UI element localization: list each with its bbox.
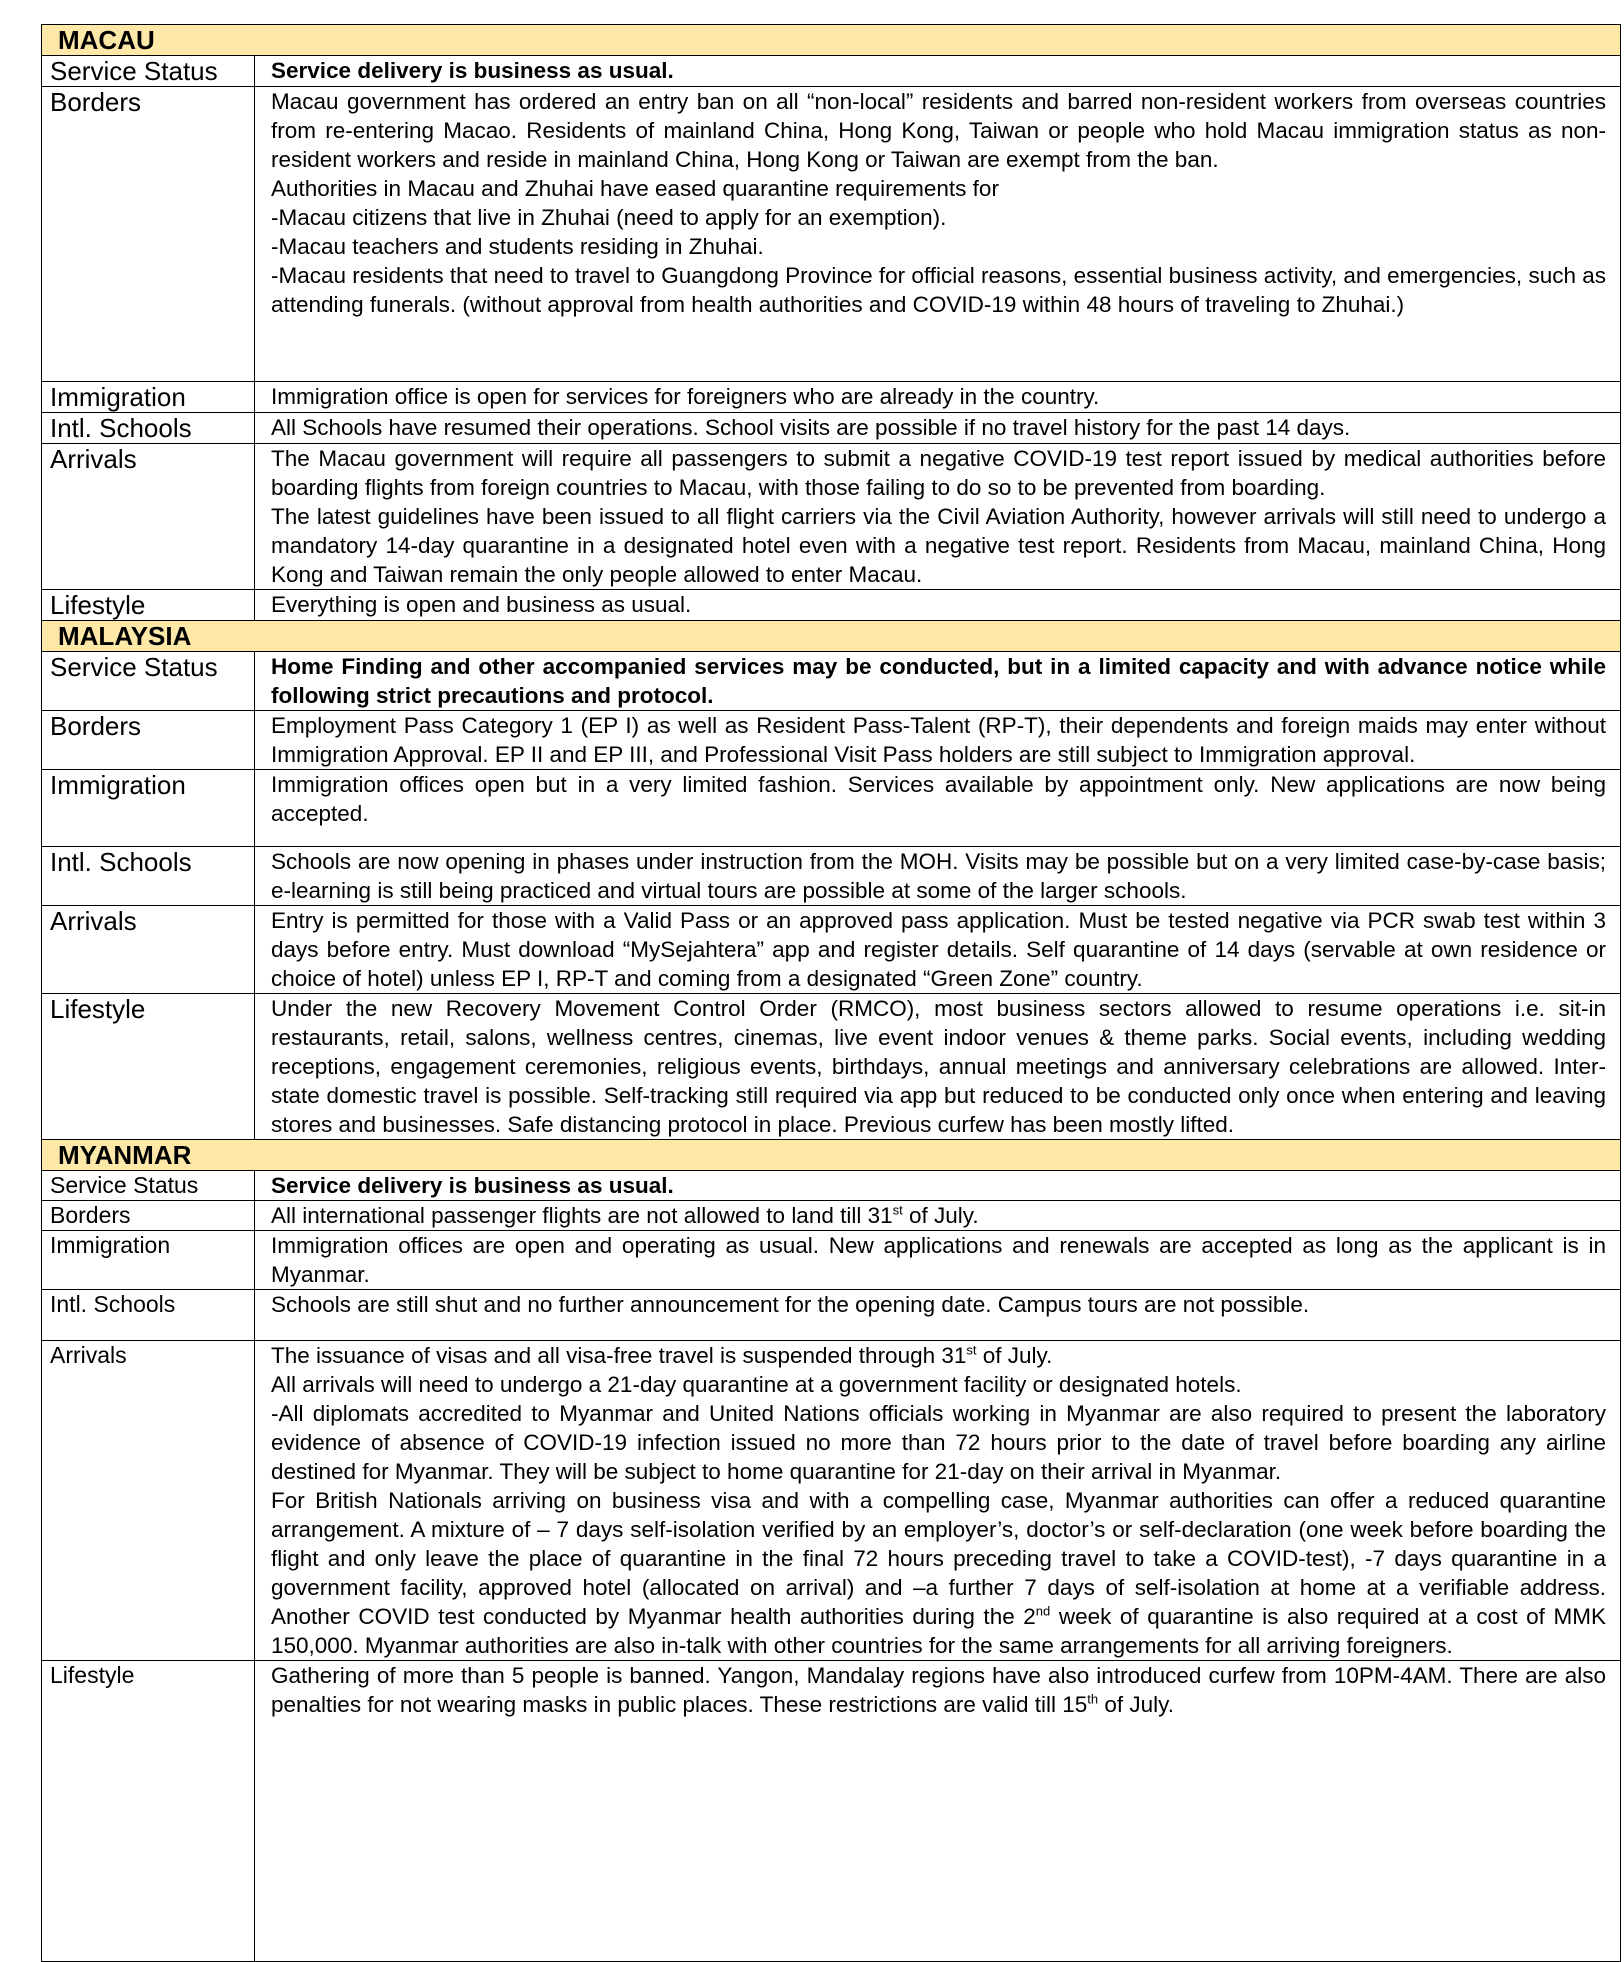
table-row-malaysia-service-status [42,652,1621,711]
row-content [255,590,1621,621]
content-paragraph: Home Finding and other accompanied services may be conducted, but in a limited capacity and with advance notice while following strict precautions and protocol. [271,654,1606,708]
table-row-myanmar-lifestyle [42,1661,1621,1962]
table-row-macau-service-status [42,56,1621,87]
table-row-macau-immigration [42,382,1621,413]
content-paragraph: Immigration offices open but in a very limited fashion. Services available by appointment only. New applications are now being accepted. [271,772,1606,826]
country-name: MALAYSIA [42,621,1621,652]
row-label: Borders [42,1201,255,1231]
row-label: Arrivals [42,906,255,994]
row-content [255,1341,1621,1661]
content-paragraph: -Macau teachers and students residing in Zhuhai. [271,234,764,259]
row-content [255,56,1621,87]
table-row-macau-arrivals [42,444,1621,590]
content-paragraph: All arrivals will need to undergo a 21-day quarantine at a government facility or designated hotels. [271,1372,1242,1397]
content-paragraph: Immigration office is open for services for foreigners who are already in the country. [271,384,1100,409]
row-content [255,847,1621,906]
table-row-malaysia-intl-schools [42,847,1621,906]
row-content [255,1231,1621,1290]
table-row-macau-intl-schools [42,413,1621,444]
content-paragraph: The latest guidelines have been issued to all flight carriers via the Civil Aviation Authority, however arrivals will still need to undergo a mandatory 14-day quarantine in a designated hotel even with a negative test report. Residents from Macau, mainland China, Hong Kong and Taiwan remain the only people allowed to enter Macau. [271,504,1606,587]
row-label: Arrivals [42,1341,255,1661]
table-row-myanmar-intl-schools [42,1290,1621,1341]
row-label: Service Status [42,652,255,711]
row-label: Lifestyle [42,590,255,621]
content-paragraph: All international passenger flights are not allowed to land till 31st of July. [271,1202,979,1228]
table-row-myanmar-immigration [42,1231,1621,1290]
country-name: MYANMAR [42,1140,1621,1171]
row-label: Lifestyle [42,1661,255,1962]
row-label: Immigration [42,770,255,847]
row-content [255,711,1621,770]
content-paragraph: Under the new Recovery Movement Control Order (RMCO), most business sectors allowed to resume operations i.e. sit-in restaurants, retail, salons, wellness centres, cinemas, live event indoor venues & theme parks. Social events, including wedding receptions, engagement ceremonies, religious events, birthdays, annual meetings and anniversary celebrations are allowed. Inter-state domestic travel is possible. Self-tracking still required via app but reduced to be conducted only once when entering and leaving stores and businesses. Safe distancing protocol in place. Previous curfew has been mostly lifted. [271,996,1606,1137]
row-label: Intl. Schools [42,413,255,444]
table-row-macau-borders [42,87,1621,382]
row-label: Immigration [42,382,255,413]
content-paragraph: Service delivery is business as usual. [271,58,674,83]
country-header-macau [42,25,1621,56]
table-row-myanmar-service-status [42,1171,1621,1201]
country-name: MACAU [42,25,1621,56]
table-row-malaysia-lifestyle [42,994,1621,1140]
content-paragraph: -All diplomats accredited to Myanmar and United Nations officials working in Myanmar are also required to present the laboratory evidence of absence of COVID-19 infection issued no more than 72 hours prior to the date of travel before boarding any airline destined for Myanmar. They will be subject to home quarantine for 21-day on their arrival in Myanmar. [271,1401,1606,1484]
row-content [255,1201,1621,1231]
table-row-myanmar-borders [42,1201,1621,1231]
row-label: Arrivals [42,444,255,590]
row-label: Lifestyle [42,994,255,1140]
content-paragraph: Schools are still shut and no further announcement for the opening date. Campus tours are not possible. [271,1292,1310,1317]
content-paragraph: All Schools have resumed their operations. School visits are possible if no travel history for the past 14 days. [271,415,1351,440]
content-paragraph: -Macau citizens that live in Zhuhai (need to apply for an exemption). [271,205,947,230]
content-paragraph: Employment Pass Category 1 (EP I) as well as Resident Pass-Talent (RP-T), their dependents and foreign maids may enter without Immigration Approval. EP II and EP III, and Professional Visit Pass holders are still subject to Immigration approval. [271,713,1606,767]
row-content [255,87,1621,382]
row-label: Service Status [42,1171,255,1201]
row-content [255,1171,1621,1201]
content-paragraph: Authorities in Macau and Zhuhai have eased quarantine requirements for [271,176,999,201]
row-content [255,444,1621,590]
country-header-malaysia [42,621,1621,652]
table-row-myanmar-arrivals [42,1341,1621,1661]
row-label: Borders [42,711,255,770]
row-content [255,382,1621,413]
row-label: Immigration [42,1231,255,1290]
content-paragraph: Gathering of more than 5 people is banned. Yangon, Mandalay regions have also introduced curfew from 10PM-4AM. There are also penalties for not wearing masks in public places. These restrictions are valid till 15th of July. [271,1663,1606,1717]
content-paragraph: -Macau residents that need to travel to Guangdong Province for official reasons, essential business activity, and emergencies, such as attending funerals. (without approval from health authorities and COVID-19 within 48 hours of traveling to Zhuhai.) [271,263,1606,317]
row-content [255,1661,1621,1962]
row-content [255,770,1621,847]
country-status-table [41,24,1621,1962]
row-label: Intl. Schools [42,847,255,906]
row-label: Intl. Schools [42,1290,255,1341]
table-row-malaysia-borders [42,711,1621,770]
content-paragraph: For British Nationals arriving on business visa and with a compelling case, Myanmar authorities can offer a reduced quarantine arrangement. A mixture of – 7 days self-isolation verified by an employer’s, doctor’s or self-declaration (one week before boarding the flight and only leave the place of quarantine in the final 72 hours preceding travel to take a COVID-test), -7 days quarantine in a government facility, approved hotel (allocated on arrival) and –a further 7 days of self-isolation at home at a verifiable address. Another COVID test conducted by Myanmar health authorities during the 2nd week of quarantine is also required at a cost of MMK 150,000. Myanmar authorities are also in-talk with other countries for the same arrangements for all arriving foreigners. [271,1488,1606,1658]
content-paragraph: Entry is permitted for those with a Valid Pass or an approved pass application. Must be tested negative via PCR swab test within 3 days before entry. Must download “MySejahtera” app and register details. Self quarantine of 14 days (servable at own residence or choice of hotel) unless EP I, RP-T and coming from a designated “Green Zone” country. [271,908,1606,991]
row-content [255,413,1621,444]
content-paragraph: Everything is open and business as usual. [271,592,692,617]
content-paragraph: Immigration offices are open and operating as usual. New applications and renewals are accepted as long as the applicant is in Myanmar. [271,1233,1606,1287]
content-paragraph: Service delivery is business as usual. [271,1173,674,1198]
content-paragraph: The Macau government will require all passengers to submit a negative COVID-19 test report issued by medical authorities before boarding flights from foreign countries to Macau, with those failing to do so to be prevented from boarding. [271,446,1606,500]
content-paragraph: The issuance of visas and all visa-free travel is suspended through 31st of July. [271,1342,1053,1368]
content-paragraph: Macau government has ordered an entry ban on all “non-local” residents and barred non-resident workers from overseas countries from re-entering Macao. Residents of mainland China, Hong Kong, Taiwan or people who hold Macau immigration status as non-resident workers and reside in mainland China, Hong Kong or Taiwan are exempt from the ban. [271,89,1606,172]
row-content [255,652,1621,711]
content-paragraph: Schools are now opening in phases under instruction from the MOH. Visits may be possible but on a very limited case-by-case basis; e-learning is still being practiced and virtual tours are possible at some of the larger schools. [271,849,1606,903]
row-content [255,906,1621,994]
row-label: Borders [42,87,255,382]
row-content [255,994,1621,1140]
table-row-malaysia-arrivals [42,906,1621,994]
table-row-macau-lifestyle [42,590,1621,621]
country-header-myanmar [42,1140,1621,1171]
table-row-malaysia-immigration [42,770,1621,847]
row-label: Service Status [42,56,255,87]
row-content [255,1290,1621,1341]
